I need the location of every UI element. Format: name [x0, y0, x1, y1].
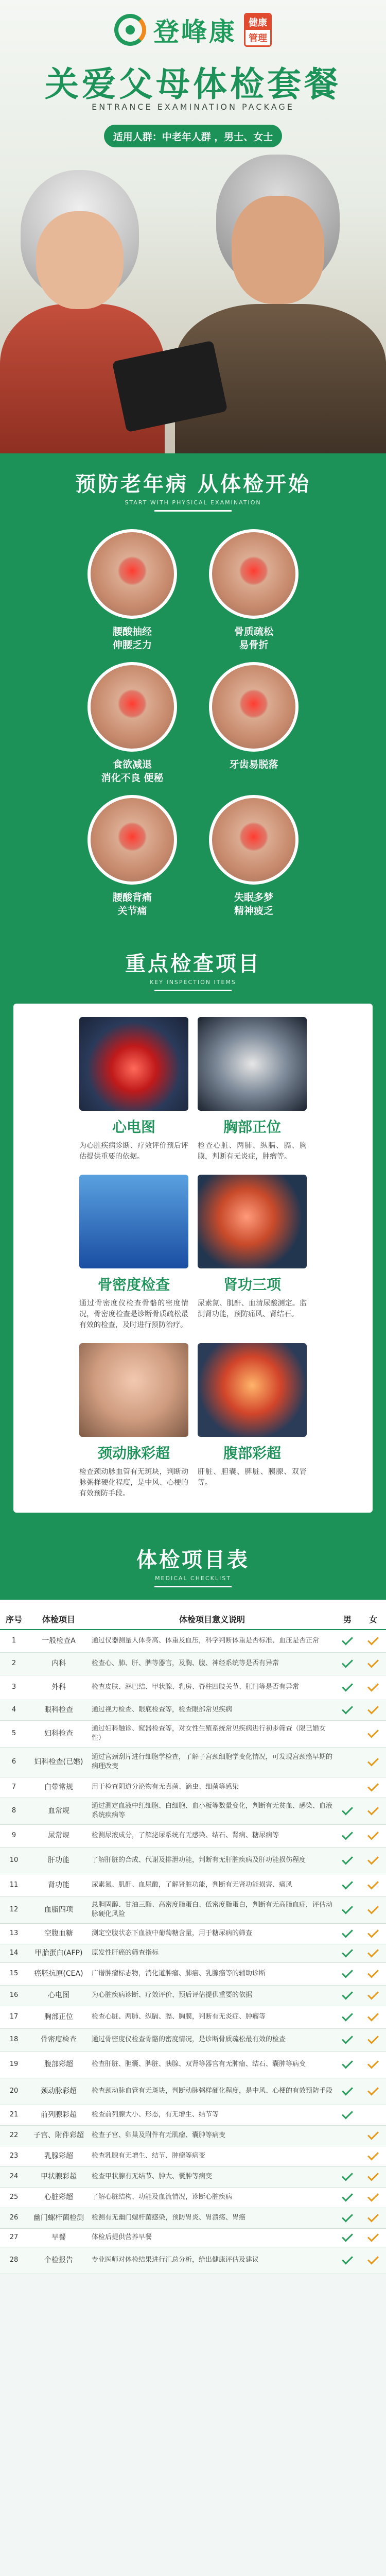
row-item-name: 个检报告	[28, 2247, 90, 2274]
row-description: 检测尿液成分，了解泌尿系统有无感染、结石、肾病、糖尿病等	[90, 1824, 335, 1847]
male-check-cell	[335, 1962, 360, 1985]
male-check-cell	[335, 1630, 360, 1652]
bone-density-image	[79, 1175, 188, 1268]
male-check-cell	[335, 2187, 360, 2208]
key-item-text: 检查颈动脉血管有无斑块，判断动脉粥样硬化程度，是中风、心梗的有效预防手段。	[79, 1468, 188, 1498]
row-item-name: 甲胎蛋白(AFP)	[28, 1944, 90, 1962]
row-number: 22	[0, 2125, 28, 2146]
male-check-cell	[335, 1923, 360, 1944]
key-item-title: 肾功三项	[223, 1276, 281, 1293]
neck-image	[79, 1343, 188, 1437]
male-check-cell	[335, 1874, 360, 1896]
row-number: 15	[0, 1962, 28, 1985]
checkmark-icon	[367, 2033, 379, 2044]
row-item-name: 肝功能	[28, 1847, 90, 1874]
insomnia-photo	[209, 795, 299, 885]
female-check-cell	[360, 2006, 386, 2028]
female-check-cell	[360, 2028, 386, 2051]
table-row	[0, 1675, 386, 1700]
row-number: 5	[0, 1720, 28, 1747]
table-row	[0, 2187, 386, 2208]
row-description: 通过测定血液中红细胞、白细胞、血小板等数量变化，判断有无贫血、感染、血液系统疾病等	[90, 1798, 335, 1824]
row-number: 1	[0, 1630, 28, 1652]
checkmark-icon	[367, 1804, 379, 1816]
female-check-cell	[360, 1652, 386, 1675]
title-divider	[154, 990, 232, 991]
checkmark-icon	[342, 1927, 353, 1938]
checklist-table-wrap	[0, 1600, 386, 2274]
row-item-name: 内科	[28, 1652, 90, 1675]
disease-item	[81, 662, 184, 785]
row-item-name: 前列腺彩超	[28, 2105, 90, 2125]
row-description: 检查心脏、两肺、纵膈、膈、胸膜，判断有无炎症、肿瘤等	[90, 2006, 335, 2028]
row-description: 检查心、肺、肝、脾等器官，及胸、腹、神经系统等是否有异常	[90, 1652, 335, 1675]
checklist-table	[0, 1609, 386, 2274]
table-row	[0, 1747, 386, 1777]
row-item-name: 癌胚抗原(CEA)	[28, 1962, 90, 1985]
row-description: 用于检查阴道分泌物有无真菌、滴虫、细菌等感染	[90, 1777, 335, 1798]
checkmark-icon	[367, 1946, 379, 1958]
row-item-name: 眼科检查	[28, 1700, 90, 1720]
heart-image	[79, 1017, 188, 1111]
checkmark-icon	[367, 2170, 379, 2181]
checkmark-icon	[342, 1634, 353, 1646]
checkmark-icon	[367, 1878, 379, 1890]
male-check-cell	[335, 1720, 360, 1747]
hero-title: 关爱父母体检套餐	[45, 64, 341, 104]
abdomen-image	[198, 1343, 307, 1437]
key-item-text: 尿素氮、肌酐、血清尿酸测定。监测肾功能，预防痛风、肾结石。	[198, 1299, 307, 1318]
col-header-item: 体检项目	[28, 1609, 90, 1630]
checkmark-icon	[342, 2108, 353, 2120]
key-items-grid	[13, 1004, 373, 1513]
disease-caption: 牙齿易脱落	[229, 759, 278, 770]
female-check-cell	[360, 2125, 386, 2146]
male-check-cell	[335, 1675, 360, 1700]
table-header-row	[0, 1609, 386, 1630]
row-item-name: 肾功能	[28, 1874, 90, 1896]
row-item-name: 心脏彩超	[28, 2187, 90, 2208]
checklist-header	[0, 1529, 386, 1600]
col-header-no: 序号	[0, 1609, 28, 1630]
row-description: 通过宫颈刮片进行细胞学检查，了解子宫颈细胞学变化情况，可发现宫颈癌早期的病理改变	[90, 1747, 335, 1777]
checkmark-icon	[342, 1903, 353, 1914]
row-number: 19	[0, 2051, 28, 2078]
prevent-header	[0, 453, 386, 512]
row-description: 通过仪器测量人体身高、体重及血压，科学判断体重是否标准、血压是否正常	[90, 1630, 335, 1652]
table-row	[0, 1847, 386, 1874]
checkmark-icon	[367, 2253, 379, 2265]
key-item-text: 检查心脏、两肺、纵膈、膈、胸膜，判断有无炎症，肿瘤等。	[198, 1142, 307, 1161]
key-item-card	[198, 1343, 307, 1499]
row-description: 通过妇科触诊、窥器检查等，对女性生殖系统常见疾病进行初步筛查（限已婚女性）	[90, 1720, 335, 1747]
checkmark-icon	[342, 2010, 353, 2022]
key-header	[0, 933, 386, 1004]
prevent-subtitle: START WITH PHYSICAL EXAMINATION	[125, 499, 261, 506]
female-check-cell	[360, 1777, 386, 1798]
female-check-cell	[360, 1874, 386, 1896]
female-check-cell	[360, 2166, 386, 2187]
male-check-cell	[335, 1700, 360, 1720]
row-number: 10	[0, 1847, 28, 1874]
male-check-cell	[335, 2146, 360, 2166]
checkmark-icon	[367, 1989, 379, 2000]
table-row	[0, 1777, 386, 1798]
row-description: 专业医师对体检结果进行汇总分析，给出健康评估及建议	[90, 2247, 335, 2274]
row-description: 检查颈动脉血管有无斑块，判断动脉粥样硬化程度，是中风、心梗的有效预防手段	[90, 2078, 335, 2105]
disease-grid	[0, 512, 386, 918]
row-item-name: 血常规	[28, 1798, 90, 1824]
row-number: 24	[0, 2166, 28, 2187]
checkmark-icon	[367, 2191, 379, 2202]
row-number: 11	[0, 1874, 28, 1896]
female-check-cell	[360, 1700, 386, 1720]
row-number: 27	[0, 2228, 28, 2247]
key-item-title: 骨密度检查	[97, 1276, 170, 1293]
row-description: 总胆固醇、甘油三酯、高密度脂蛋白、低密度脂蛋白，判断有无高脂血症，评估动脉硬化风险	[90, 1896, 335, 1923]
key-item-title: 胸部正位	[223, 1118, 281, 1136]
table-row	[0, 1962, 386, 1985]
row-description: 检查子宫、卵巢及附件有无肌瘤、囊肿等病变	[90, 2125, 335, 2146]
row-item-name: 妇科检查(已婚)	[28, 1747, 90, 1777]
row-item-name: 腹部彩超	[28, 2051, 90, 2078]
male-check-cell	[335, 1985, 360, 2006]
checkmark-icon	[367, 1703, 379, 1715]
table-row	[0, 1874, 386, 1896]
row-item-name: 甲状腺彩超	[28, 2166, 90, 2187]
table-row	[0, 1652, 386, 1675]
checkmark-icon	[367, 1927, 379, 1938]
row-item-name: 骨密度检查	[28, 2028, 90, 2051]
table-row	[0, 2006, 386, 2028]
key-item-card	[79, 1175, 188, 1331]
row-number: 23	[0, 2146, 28, 2166]
row-item-name: 一般检查A	[28, 1630, 90, 1652]
disease-item	[202, 529, 305, 652]
female-check-cell	[360, 2187, 386, 2208]
row-description: 了解心脏结构、功能及血流情况，诊断心脏疾病	[90, 2187, 335, 2208]
row-number: 8	[0, 1798, 28, 1824]
row-description: 尿素氮、肌酐、血尿酸，了解肾脏功能，判断有无肾功能损害、痛风	[90, 1874, 335, 1896]
brand-name: 登峰康	[153, 17, 237, 47]
key-item-card	[79, 1343, 188, 1499]
male-check-cell	[335, 1798, 360, 1824]
checkmark-icon	[342, 1703, 353, 1715]
woman-face	[36, 211, 124, 309]
disease-item	[81, 529, 184, 652]
row-description: 检查甲状腺有无结节、肿大、囊肿等病变	[90, 2166, 335, 2187]
female-check-cell	[360, 2051, 386, 2078]
checkmark-icon	[342, 1829, 353, 1840]
checkmark-icon	[367, 2058, 379, 2069]
row-description: 检查皮肤、淋巴结、甲状腺、乳房、脊柱四肢关节、肛门等是否有异常	[90, 1675, 335, 1700]
table-row	[0, 2028, 386, 2051]
checkmark-icon	[367, 1657, 379, 1668]
disease-item	[202, 795, 305, 918]
table-row	[0, 2051, 386, 2078]
disease-caption: 食欲减退 消化不良 便秘	[101, 759, 164, 784]
row-description: 为心脏疾病诊断、疗效评价、预后评估提供重要的依据	[90, 1985, 335, 2006]
checkmark-icon	[367, 2084, 379, 2096]
female-check-cell	[360, 1630, 386, 1652]
table-row	[0, 2166, 386, 2187]
row-description: 检测有无幽门螺杆菌感染，预防胃炎、胃溃疡、胃癌	[90, 2208, 335, 2228]
table-row	[0, 1896, 386, 1923]
row-number: 25	[0, 2187, 28, 2208]
brand-tag-line1: 健康	[245, 14, 270, 30]
row-number: 9	[0, 1824, 28, 1847]
row-item-name: 妇科检查	[28, 1720, 90, 1747]
female-check-cell	[360, 1798, 386, 1824]
male-check-cell	[335, 1896, 360, 1923]
row-item-name: 尿常规	[28, 1824, 90, 1847]
checkmark-icon	[367, 1829, 379, 1840]
row-item-name: 外科	[28, 1675, 90, 1700]
male-check-cell	[335, 1652, 360, 1675]
table-row	[0, 2228, 386, 2247]
checkmark-icon	[367, 2129, 379, 2140]
female-check-cell	[360, 2208, 386, 2228]
female-check-cell	[360, 1675, 386, 1700]
checkmark-icon	[367, 1634, 379, 1646]
table-row	[0, 2105, 386, 2125]
key-item-card	[198, 1175, 307, 1331]
waist-pain-photo	[87, 529, 177, 619]
table-row	[0, 1824, 386, 1847]
male-check-cell	[335, 2105, 360, 2125]
hero-banner	[0, 0, 386, 453]
row-number: 3	[0, 1675, 28, 1700]
row-description: 检查前列腺大小、形态，有无增生、结节等	[90, 2105, 335, 2125]
hero-subtitle: ENTRANCE EXAMINATION PACKAGE	[92, 102, 294, 112]
row-description: 广谱肿瘤标志物，消化道肿瘤、肺癌、乳腺癌等的辅助诊断	[90, 1962, 335, 1985]
checkmark-icon	[342, 2033, 353, 2044]
key-subtitle: KEY INSPECTION ITEMS	[150, 979, 236, 986]
row-item-name: 白带常规	[28, 1777, 90, 1798]
checkmark-icon	[367, 1781, 379, 1792]
male-check-cell	[335, 2228, 360, 2247]
checkmark-icon	[342, 1681, 353, 1692]
checkmark-icon	[342, 1989, 353, 2000]
checkmark-icon	[342, 1967, 353, 1978]
male-check-cell	[335, 2208, 360, 2228]
key-item-title: 腹部彩超	[223, 1445, 281, 1462]
table-row	[0, 2208, 386, 2228]
chest-xray-image	[198, 1017, 307, 1111]
male-check-cell	[335, 1944, 360, 1962]
checkmark-icon	[367, 1854, 379, 1865]
checkmark-icon	[367, 1727, 379, 1738]
row-description: 测定空腹状态下血液中葡萄糖含量，用于糖尿病的筛查	[90, 1923, 335, 1944]
audience-badge: 适用人群：中老年人群 ，男士、女士	[104, 125, 282, 147]
male-check-cell	[335, 2078, 360, 2105]
prevent-section	[0, 453, 386, 933]
brand-tag-line2: 管理	[245, 30, 270, 45]
row-description: 体检后提供营养早餐	[90, 2228, 335, 2247]
table-row	[0, 2125, 386, 2146]
row-item-name: 幽门螺杆菌检测	[28, 2208, 90, 2228]
checkmark-icon	[367, 2149, 379, 2161]
disease-caption: 骨质疏松 易骨折	[234, 626, 273, 651]
row-description: 原发性肝癌的筛查指标	[90, 1944, 335, 1962]
male-check-cell	[335, 2247, 360, 2274]
row-item-name: 颈动脉彩超	[28, 2078, 90, 2105]
checkmark-icon	[367, 1967, 379, 1978]
row-number: 4	[0, 1700, 28, 1720]
disease-caption: 腰酸背痛 关节痛	[112, 892, 152, 917]
disease-item	[202, 662, 305, 785]
row-description: 了解肝脏的合成、代谢及排泄功能，判断有无肝脏疾病及肝功能损伤程度	[90, 1847, 335, 1874]
checkmark-icon	[342, 2231, 353, 2242]
checkmark-icon	[342, 1854, 353, 1865]
table-row	[0, 1700, 386, 1720]
checkmark-icon	[342, 1804, 353, 1816]
checkmark-icon	[367, 1755, 379, 1767]
female-check-cell	[360, 1985, 386, 2006]
checkmark-icon	[342, 2170, 353, 2181]
col-header-male: 男	[335, 1609, 360, 1630]
table-row	[0, 1944, 386, 1962]
male-check-cell	[335, 2006, 360, 2028]
table-row	[0, 1630, 386, 1652]
row-description: 通过视力检查、眼底检查等，检查眼部常见疾病	[90, 1700, 335, 1720]
row-description: 通过骨密度仪检查骨骼的密度情况，是诊断骨质疏松最有效的检查	[90, 2028, 335, 2051]
table-row	[0, 2247, 386, 2274]
male-check-cell	[335, 1747, 360, 1777]
row-number: 12	[0, 1896, 28, 1923]
male-check-cell	[335, 2125, 360, 2146]
col-header-desc: 体检项目意义说明	[90, 1609, 335, 1630]
row-number: 13	[0, 1923, 28, 1944]
row-number: 21	[0, 2105, 28, 2125]
checkmark-icon	[342, 2084, 353, 2096]
stomach-pain-photo	[87, 662, 177, 752]
title-divider	[154, 1586, 232, 1587]
female-check-cell	[360, 1847, 386, 1874]
table-row	[0, 2078, 386, 2105]
row-description: 检查肝脏、胆囊、脾脏、胰腺、双肾等器官有无肿瘤、结石、囊肿等病变	[90, 2051, 335, 2078]
checkmark-icon	[367, 2231, 379, 2242]
female-check-cell	[360, 2228, 386, 2247]
table-row	[0, 1985, 386, 2006]
checkmark-icon	[367, 1903, 379, 1914]
male-check-cell	[335, 2028, 360, 2051]
female-check-cell	[360, 1720, 386, 1747]
female-check-cell	[360, 2247, 386, 2274]
row-item-name: 心电图	[28, 1985, 90, 2006]
checkmark-icon	[367, 2211, 379, 2223]
key-item-text: 通过骨密度仪检查骨骼的密度情况，骨密度检查是诊断骨质疏松最有效的检查，及时进行预防治疗。	[79, 1299, 188, 1329]
checkmark-icon	[342, 1657, 353, 1668]
key-item-text: 肝脏、胆囊、脾脏、胰腺、双肾等。	[198, 1468, 307, 1487]
key-items-section	[0, 933, 386, 1529]
table-body	[0, 1630, 386, 2274]
checkmark-icon	[367, 1681, 379, 1692]
row-number: 6	[0, 1747, 28, 1777]
row-item-name: 胸部正位	[28, 2006, 90, 2028]
checklist-section	[0, 1529, 386, 2274]
checkmark-icon	[342, 1946, 353, 1958]
male-check-cell	[335, 2051, 360, 2078]
male-check-cell	[335, 1824, 360, 1847]
row-number: 17	[0, 2006, 28, 2028]
female-check-cell	[360, 1896, 386, 1923]
disease-caption: 失眠多梦 精神疲乏	[234, 892, 273, 917]
table-row	[0, 1798, 386, 1824]
female-check-cell	[360, 1747, 386, 1777]
female-check-cell	[360, 1944, 386, 1962]
checkmark-icon	[342, 2211, 353, 2223]
checkmark-icon	[342, 2058, 353, 2069]
man-face	[232, 196, 324, 304]
row-description: 检查乳腺有无增生、结节、肿瘤等病变	[90, 2146, 335, 2166]
male-check-cell	[335, 1847, 360, 1874]
brand-tag	[244, 13, 272, 47]
key-item-title: 颈动脉彩超	[97, 1445, 170, 1462]
elderly-couple-photo	[0, 155, 386, 453]
brand-header	[0, 11, 386, 48]
brand-logo-icon	[114, 14, 146, 46]
row-number: 14	[0, 1944, 28, 1962]
row-number: 18	[0, 2028, 28, 2051]
key-item-title: 心电图	[112, 1118, 155, 1136]
female-check-cell	[360, 1824, 386, 1847]
row-number: 20	[0, 2078, 28, 2105]
female-check-cell	[360, 2078, 386, 2105]
key-title: 重点检查项目	[125, 952, 261, 976]
row-item-name: 血脂四项	[28, 1896, 90, 1923]
toothache-photo	[209, 662, 299, 752]
row-item-name: 乳腺彩超	[28, 2146, 90, 2166]
row-number: 7	[0, 1777, 28, 1798]
prevent-title: 预防老年病 从体检开始	[75, 472, 311, 496]
row-item-name: 子宫、附件彩超	[28, 2125, 90, 2146]
female-check-cell	[360, 2146, 386, 2166]
back-pain-photo	[87, 795, 177, 885]
row-number: 28	[0, 2247, 28, 2274]
key-item-card	[198, 1017, 307, 1162]
table-row	[0, 1923, 386, 1944]
checkmark-icon	[342, 2253, 353, 2265]
row-item-name: 早餐	[28, 2228, 90, 2247]
key-item-text: 为心脏疾病诊断、疗效评价预后评估提供重要的依据。	[79, 1142, 188, 1161]
checklist-title: 体检项目表	[136, 1548, 250, 1572]
checkmark-icon	[342, 1878, 353, 1890]
male-check-cell	[335, 2166, 360, 2187]
osteoporosis-photo	[209, 529, 299, 619]
row-number: 16	[0, 1985, 28, 2006]
table-row	[0, 1720, 386, 1747]
col-header-female: 女	[360, 1609, 386, 1630]
female-check-cell	[360, 2105, 386, 2125]
disease-caption: 腰酸抽经 伸腰乏力	[112, 626, 152, 651]
checklist-subtitle: MEDICAL CHECKLIST	[155, 1575, 231, 1582]
checkmark-icon	[367, 2010, 379, 2022]
row-number: 26	[0, 2208, 28, 2228]
kidney-image	[198, 1175, 307, 1268]
female-check-cell	[360, 1962, 386, 1985]
female-check-cell	[360, 1923, 386, 1944]
row-item-name: 空腹血糖	[28, 1923, 90, 1944]
table-row	[0, 2146, 386, 2166]
checkmark-icon	[342, 2191, 353, 2202]
male-check-cell	[335, 1777, 360, 1798]
disease-item	[81, 795, 184, 918]
row-number: 2	[0, 1652, 28, 1675]
key-item-card	[79, 1017, 188, 1162]
